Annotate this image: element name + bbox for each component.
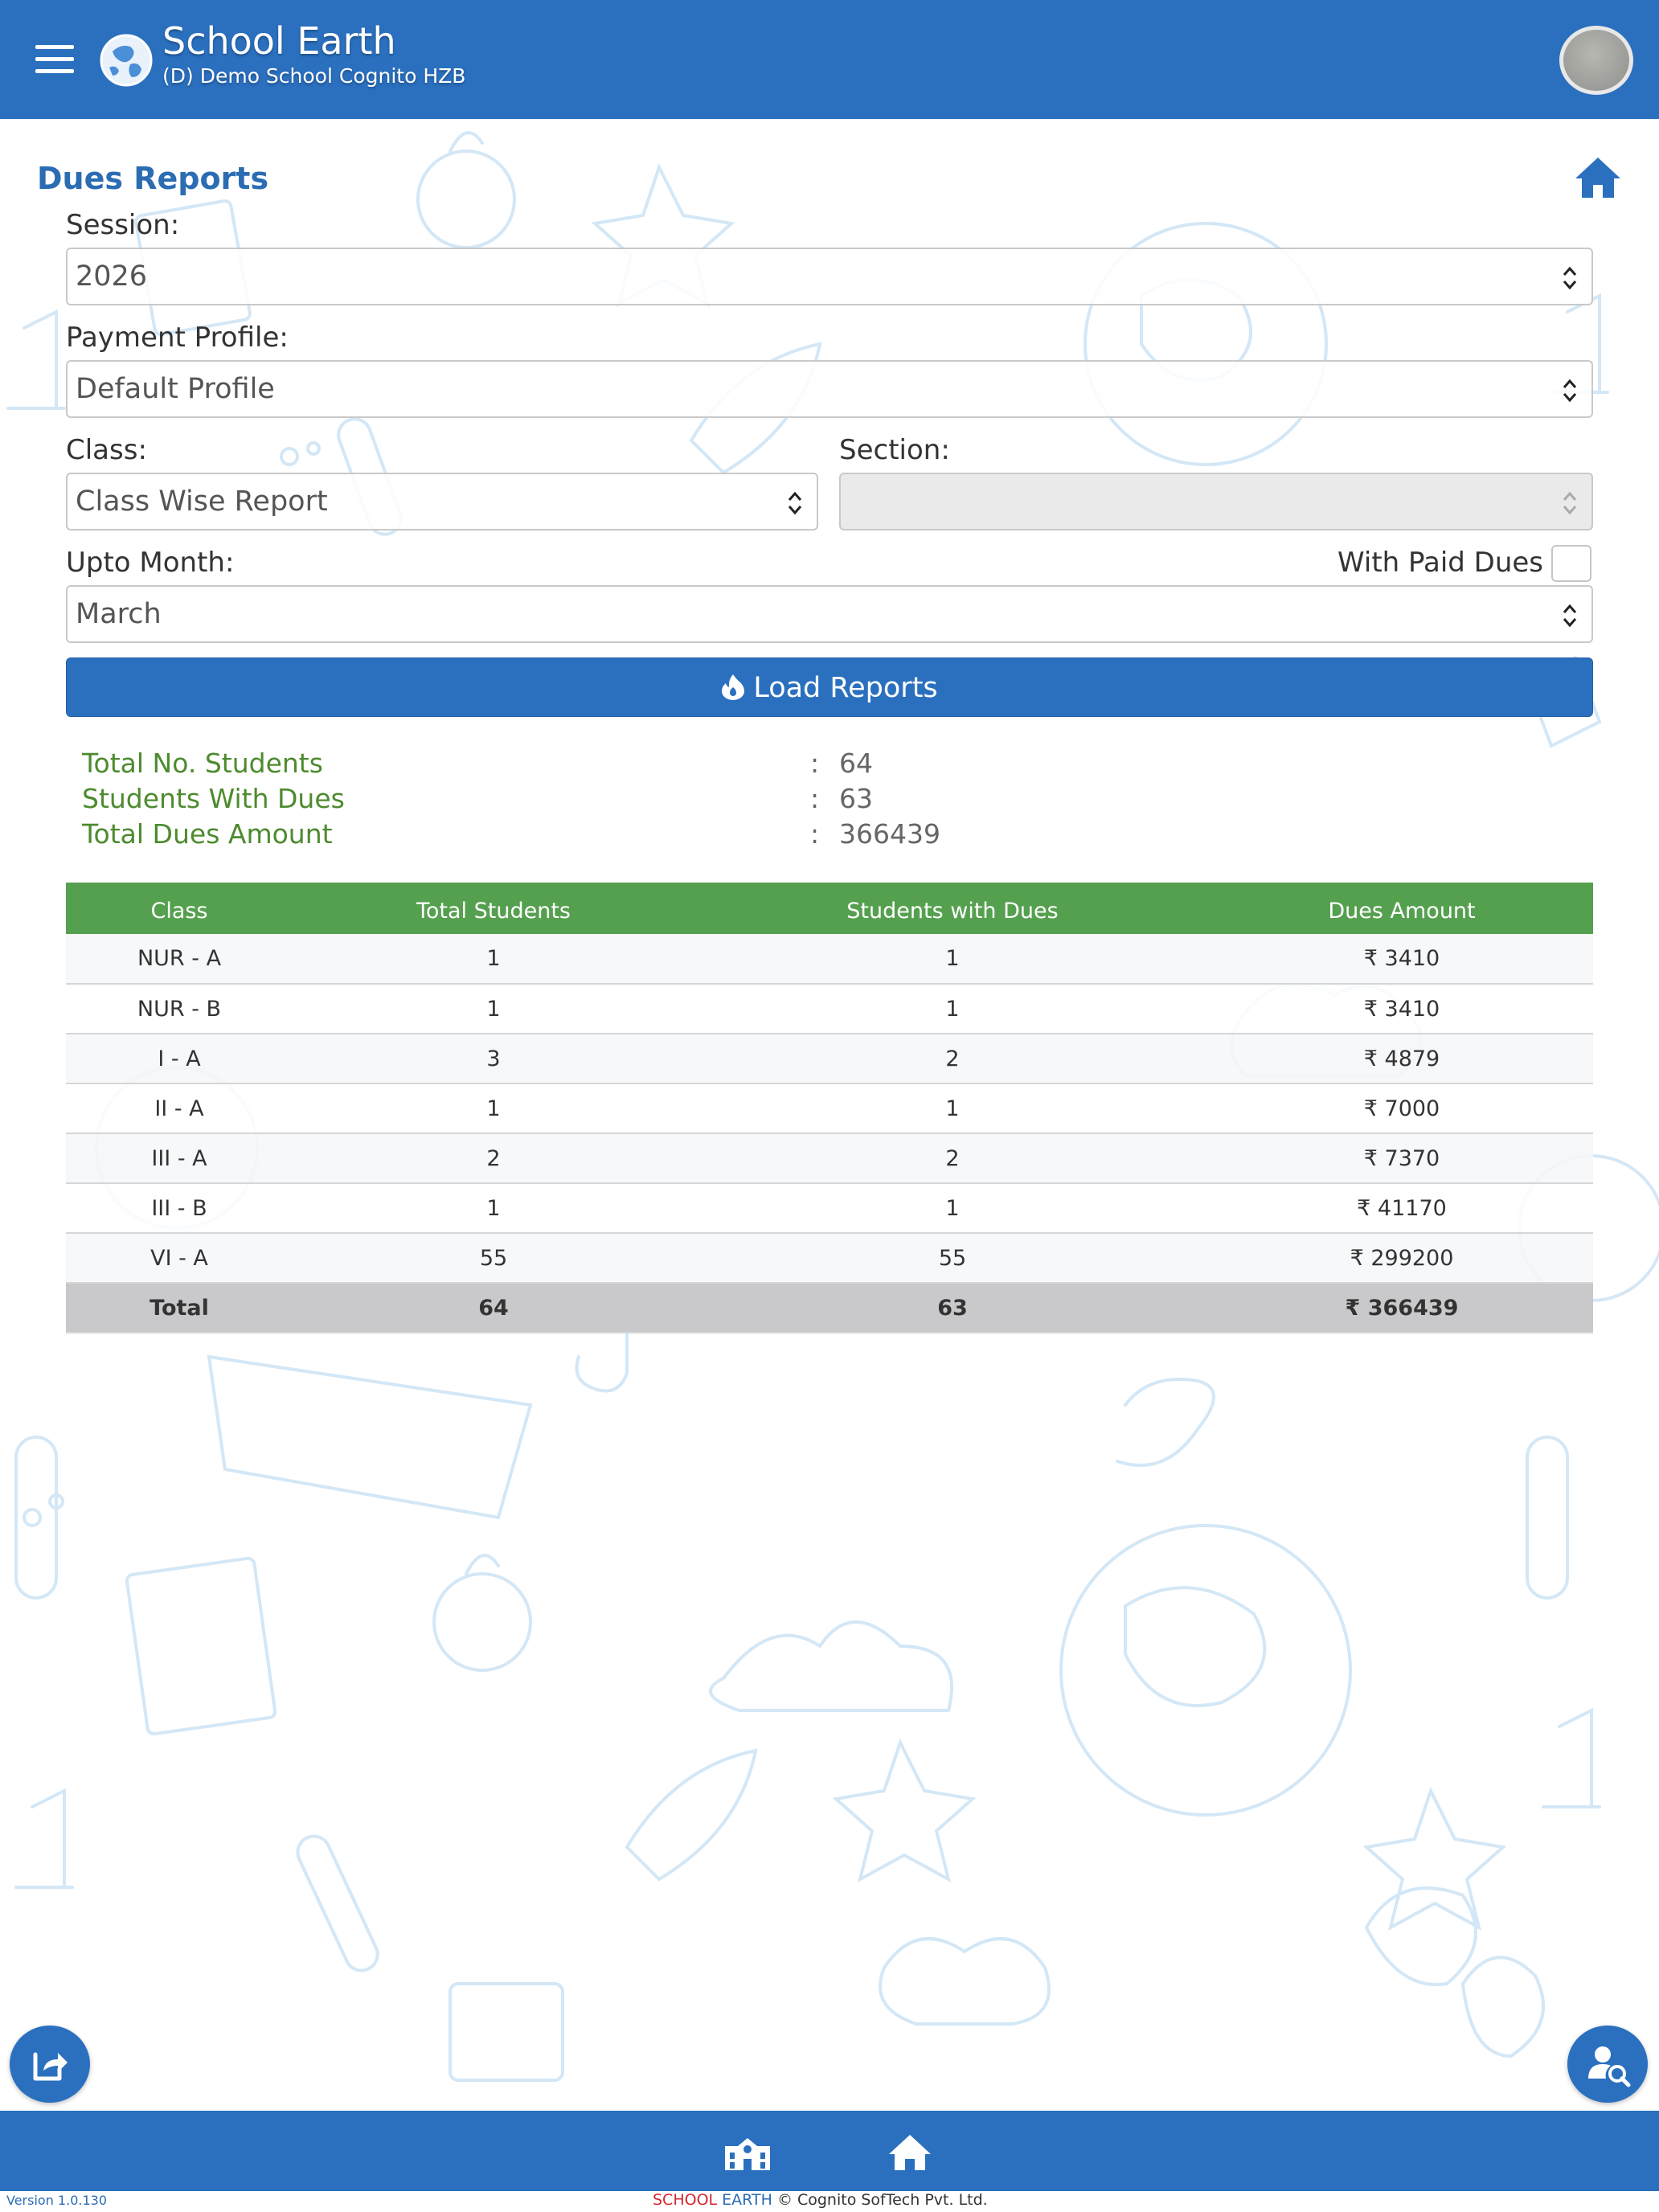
table-header-row (66, 883, 1593, 934)
home-icon[interactable] (1574, 154, 1622, 199)
cell-class: VI - A (66, 1233, 293, 1283)
copyright-text: © Cognito SofTech Pvt. Ltd. (776, 2191, 988, 2209)
brand-school: SCHOOL (653, 2191, 718, 2209)
table-row (66, 1083, 1593, 1133)
cell-students-with-dues: 2 (694, 1034, 1210, 1083)
section-select[interactable] (839, 473, 1593, 530)
column-header-students-with-dues: Students with Dues (694, 883, 1210, 934)
dues-report-table (66, 883, 1593, 1333)
cell-students-with-dues: 1 (694, 1183, 1210, 1233)
share-icon (29, 2043, 71, 2085)
cell-class: NUR - A (66, 934, 293, 984)
page-title: Dues Reports (37, 161, 269, 196)
class-value: Class Wise Report (76, 485, 328, 518)
user-search-button[interactable] (1567, 2026, 1648, 2103)
total-class: Total (66, 1283, 293, 1333)
select-arrows-icon (786, 490, 804, 516)
table-row (66, 984, 1593, 1034)
share-button[interactable] (10, 2026, 90, 2103)
cell-total-students: 1 (293, 1083, 694, 1133)
summary-colon: : (810, 818, 820, 850)
cell-total-students: 1 (293, 1183, 694, 1233)
load-reports-label: Load Reports (753, 672, 938, 704)
school-name: (D) Demo School Cognito HZB (162, 64, 466, 88)
table-row (66, 934, 1593, 984)
cell-total-students: 1 (293, 934, 694, 984)
payment-profile-label: Payment Profile: (66, 322, 289, 354)
section-label: Section: (839, 434, 950, 466)
select-arrows-icon (1561, 265, 1579, 291)
cell-dues-amount: ₹ 299200 (1210, 1233, 1593, 1283)
load-reports-button[interactable] (66, 657, 1593, 717)
app-title: School Earth (162, 19, 396, 63)
bottom-navigation (0, 2111, 1659, 2191)
class-select[interactable] (66, 473, 818, 530)
copyright (653, 2191, 988, 2209)
summary-colon: : (810, 783, 820, 814)
payment-profile-select[interactable] (66, 360, 1593, 418)
column-header-total-students: Total Students (293, 883, 694, 934)
summary-value: 64 (839, 748, 873, 779)
session-label: Session: (66, 209, 180, 241)
total-students: 64 (293, 1283, 694, 1333)
column-header-dues-amount: Dues Amount (1210, 883, 1593, 934)
summary-total-students (82, 748, 966, 783)
summary-total-dues-amount (82, 818, 966, 854)
cell-students-with-dues: 2 (694, 1133, 1210, 1183)
cell-class: III - B (66, 1183, 293, 1233)
app-version: Version 1.0.130 (6, 2193, 107, 2208)
cell-students-with-dues: 1 (694, 1083, 1210, 1133)
avatar[interactable] (1559, 26, 1633, 95)
class-label: Class: (66, 434, 147, 466)
with-paid-dues-label: With Paid Dues (1337, 547, 1544, 579)
globe-logo (98, 32, 154, 88)
school-building-icon[interactable] (723, 2132, 772, 2172)
cell-class: NUR - B (66, 984, 293, 1034)
cell-total-students: 55 (293, 1233, 694, 1283)
select-arrows-icon (1561, 603, 1579, 629)
cell-students-with-dues: 55 (694, 1233, 1210, 1283)
home-icon[interactable] (886, 2132, 934, 2172)
user-search-icon (1587, 2043, 1632, 2088)
with-paid-dues-checkbox[interactable] (1551, 545, 1591, 582)
hamburger-menu-icon[interactable] (35, 45, 76, 74)
cell-class: I - A (66, 1034, 293, 1083)
app-header (0, 0, 1659, 119)
column-header-class: Class (66, 883, 293, 934)
cell-class: II - A (66, 1083, 293, 1133)
total-students-with-dues: 63 (694, 1283, 1210, 1333)
cell-dues-amount: ₹ 3410 (1210, 984, 1593, 1034)
table-row (66, 1034, 1593, 1083)
summary-value: 63 (839, 783, 873, 814)
cell-total-students: 3 (293, 1034, 694, 1083)
upto-month-value: March (76, 598, 162, 630)
upto-month-select[interactable] (66, 585, 1593, 643)
cell-total-students: 2 (293, 1133, 694, 1183)
cell-students-with-dues: 1 (694, 934, 1210, 984)
session-select[interactable] (66, 248, 1593, 305)
select-arrows-icon (1561, 378, 1579, 403)
brand-earth: EARTH (722, 2191, 772, 2209)
cell-dues-amount: ₹ 7000 (1210, 1083, 1593, 1133)
cell-dues-amount: ₹ 4879 (1210, 1034, 1593, 1083)
select-arrows-icon (1561, 490, 1579, 516)
cell-class: III - A (66, 1133, 293, 1183)
cell-dues-amount: ₹ 41170 (1210, 1183, 1593, 1233)
table-total-row (66, 1283, 1593, 1333)
upto-month-label: Upto Month: (66, 547, 235, 579)
payment-profile-value: Default Profile (76, 373, 275, 405)
cell-total-students: 1 (293, 984, 694, 1034)
cell-dues-amount: ₹ 7370 (1210, 1133, 1593, 1183)
summary-label: Total Dues Amount (82, 818, 333, 850)
summary-students-with-dues (82, 783, 966, 818)
footer (0, 2191, 1659, 2212)
cell-dues-amount: ₹ 3410 (1210, 934, 1593, 984)
summary-label: Total No. Students (82, 748, 323, 779)
table-row (66, 1133, 1593, 1183)
table-row (66, 1183, 1593, 1233)
summary-colon: : (810, 748, 820, 779)
table-row (66, 1233, 1593, 1283)
flame-icon (721, 673, 745, 700)
summary-label: Students With Dues (82, 783, 345, 814)
cell-students-with-dues: 1 (694, 984, 1210, 1034)
total-dues-amount: ₹ 366439 (1210, 1283, 1593, 1333)
session-value: 2026 (76, 260, 148, 293)
summary-value: 366439 (839, 818, 940, 850)
